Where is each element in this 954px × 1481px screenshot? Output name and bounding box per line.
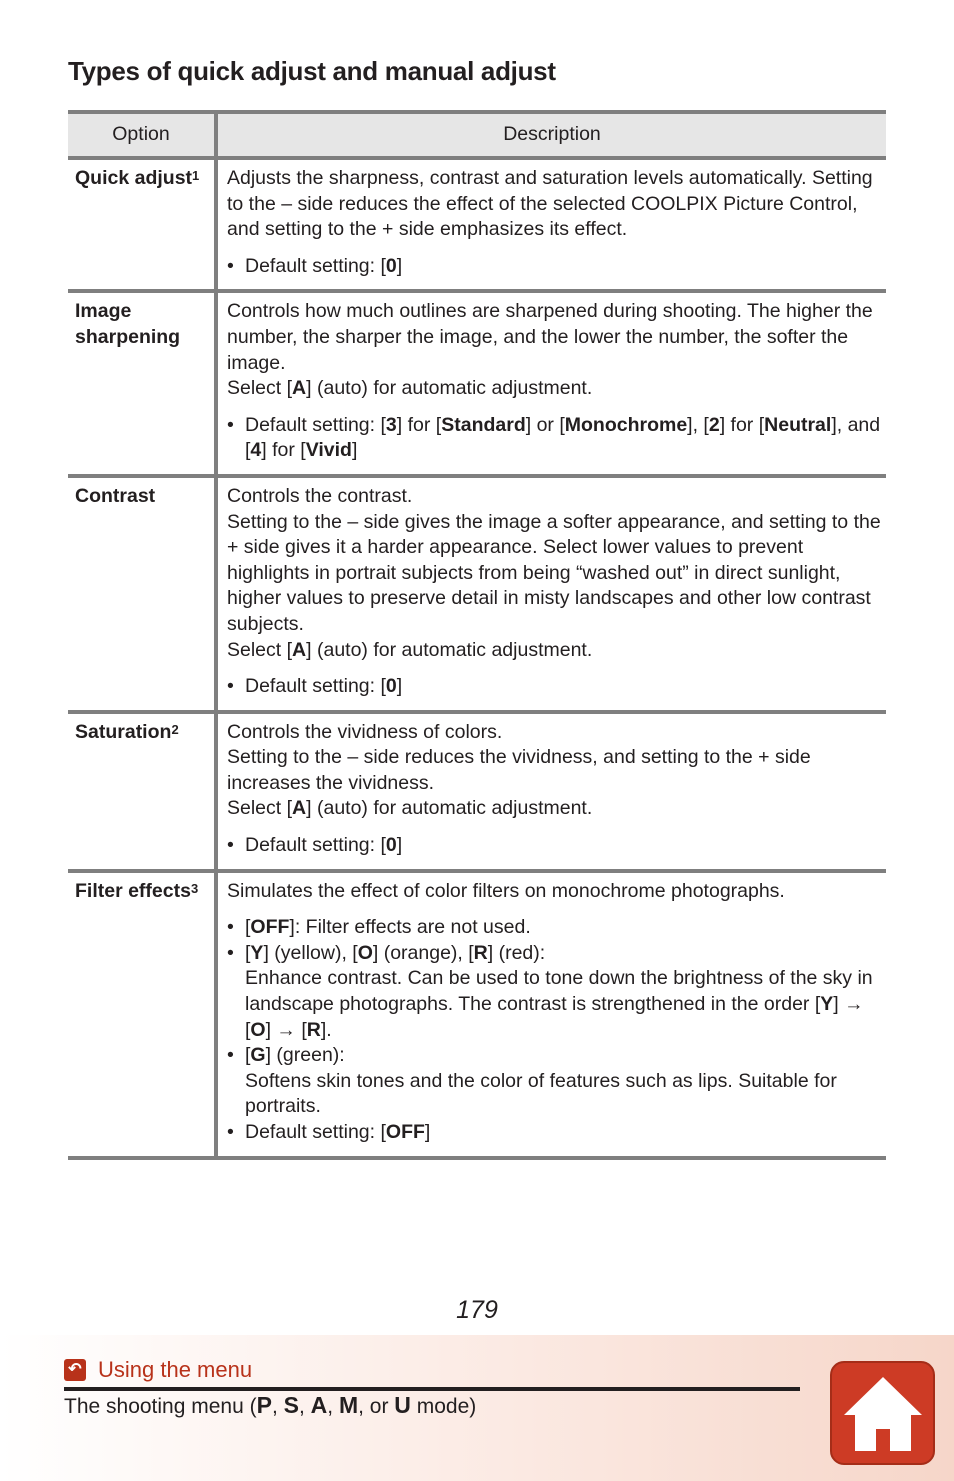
description-text: Controls how much outlines are sharpened during shooting. The higher the number, the sharper the image, and the lower the number, the softer the image. xyxy=(227,300,873,374)
bullet-list xyxy=(227,674,882,700)
section-subtitle: The shooting menu (P, S, A, M, or U mode) xyxy=(64,1392,477,1418)
bullet-list xyxy=(227,413,882,464)
home-button[interactable] xyxy=(830,1361,935,1465)
footer-divider xyxy=(64,1387,800,1391)
option-label: Contrast xyxy=(75,484,156,507)
default-setting-item: • Default setting: [OFF] xyxy=(227,1120,882,1146)
mode-a: A xyxy=(310,1392,328,1418)
bullet-list xyxy=(227,833,882,859)
auto-select-text: Select [A] (auto) for automatic adjustment. xyxy=(227,638,593,661)
description-text: Controls the contrast. xyxy=(227,484,413,507)
mode-s: S xyxy=(283,1392,299,1418)
description-text: Setting to the – side reduces the vividness, and setting to the + side increases the vividness. xyxy=(227,746,811,794)
description-text: Setting to the – side gives the image a softer appearance, and setting to the + side gives it a harder appearance. Select lower values to prevent highlights in portrait subjects from being “washed out” in direct sunlight, higher values to preserve detail in misty landscapes and other low contrast subjects. xyxy=(227,510,881,635)
table-row-contrast xyxy=(68,476,886,712)
default-setting-item: • Default setting: [0] xyxy=(227,254,882,280)
option-label: Saturation xyxy=(75,720,172,743)
footnote-ref: 3 xyxy=(190,880,199,896)
footnote-ref: 2 xyxy=(171,721,179,737)
mode-m: M xyxy=(338,1392,359,1418)
option-cell xyxy=(68,291,216,476)
bullet-list xyxy=(227,915,882,1145)
option-cell xyxy=(68,158,216,291)
default-setting-item: • Default setting: [0] xyxy=(227,833,882,859)
table-row-image-sharpening xyxy=(68,291,886,476)
option-cell xyxy=(68,871,216,1158)
description-cell xyxy=(216,476,886,712)
default-setting-item: • Default setting: [3] for [Standard] or [Monochrome], [2] for [Neutral], and [4] for [Vivid] xyxy=(227,413,882,464)
description-cell xyxy=(216,158,886,291)
description-cell xyxy=(216,712,886,871)
description-cell xyxy=(216,291,886,476)
option-cell xyxy=(68,712,216,871)
bullet-list xyxy=(227,254,882,280)
mode-p: P xyxy=(256,1392,272,1418)
description-text: Adjusts the sharpness, contrast and saturation levels automatically. Setting to the – side reduces the effect of the selected COOLPIX Picture Control, and setting to the + side emphasizes its effect. xyxy=(227,167,873,241)
footnote-ref: 1 xyxy=(192,168,200,183)
menu-return-icon[interactable]: ↶ xyxy=(64,1359,86,1381)
column-header-description: Description xyxy=(216,112,886,158)
table-row-saturation xyxy=(68,712,886,871)
auto-select-text: Select [A] (auto) for automatic adjustment. xyxy=(227,377,593,400)
description-cell xyxy=(216,871,886,1158)
option-label: Image sharpening xyxy=(75,300,181,348)
filter-green-item: • [G] (green): Softens skin tones and the color of features such as lips. Suitable for portraits. xyxy=(227,1043,882,1120)
filter-yor-item: • [Y] (yellow), [O] (orange), [R] (red): Enhance contrast. Can be used to tone down the brightness of the sky in landscape photographs. The contrast is strengthened in the order [Y] → [O] → [R]. xyxy=(227,941,882,1043)
auto-select-text: Select [A] (auto) for automatic adjustment. xyxy=(227,797,593,820)
table-header-row xyxy=(68,112,886,158)
table-row-filter-effects xyxy=(68,871,886,1158)
description-text: Controls the vividness of colors. xyxy=(227,720,503,743)
option-label: Quick adjust xyxy=(75,167,193,189)
using-the-menu-link[interactable]: Using the menu xyxy=(98,1357,253,1382)
option-cell xyxy=(68,476,216,712)
option-label: Filter effects xyxy=(75,879,191,902)
page-title: Types of quick adjust and manual adjust xyxy=(68,56,556,86)
description-text: Simulates the effect of color filters on monochrome photographs. xyxy=(227,879,785,902)
home-icon xyxy=(840,1373,926,1455)
page-number: 179 xyxy=(456,1296,498,1324)
filter-off-item: • [OFF]: Filter effects are not used. xyxy=(227,915,882,941)
column-header-option: Option xyxy=(68,112,216,158)
adjust-types-table xyxy=(68,110,886,1160)
mode-u: U xyxy=(394,1392,411,1418)
breadcrumb[interactable] xyxy=(64,1357,252,1383)
table-row-quick-adjust xyxy=(68,158,886,291)
default-setting-item: • Default setting: [0] xyxy=(227,674,882,700)
